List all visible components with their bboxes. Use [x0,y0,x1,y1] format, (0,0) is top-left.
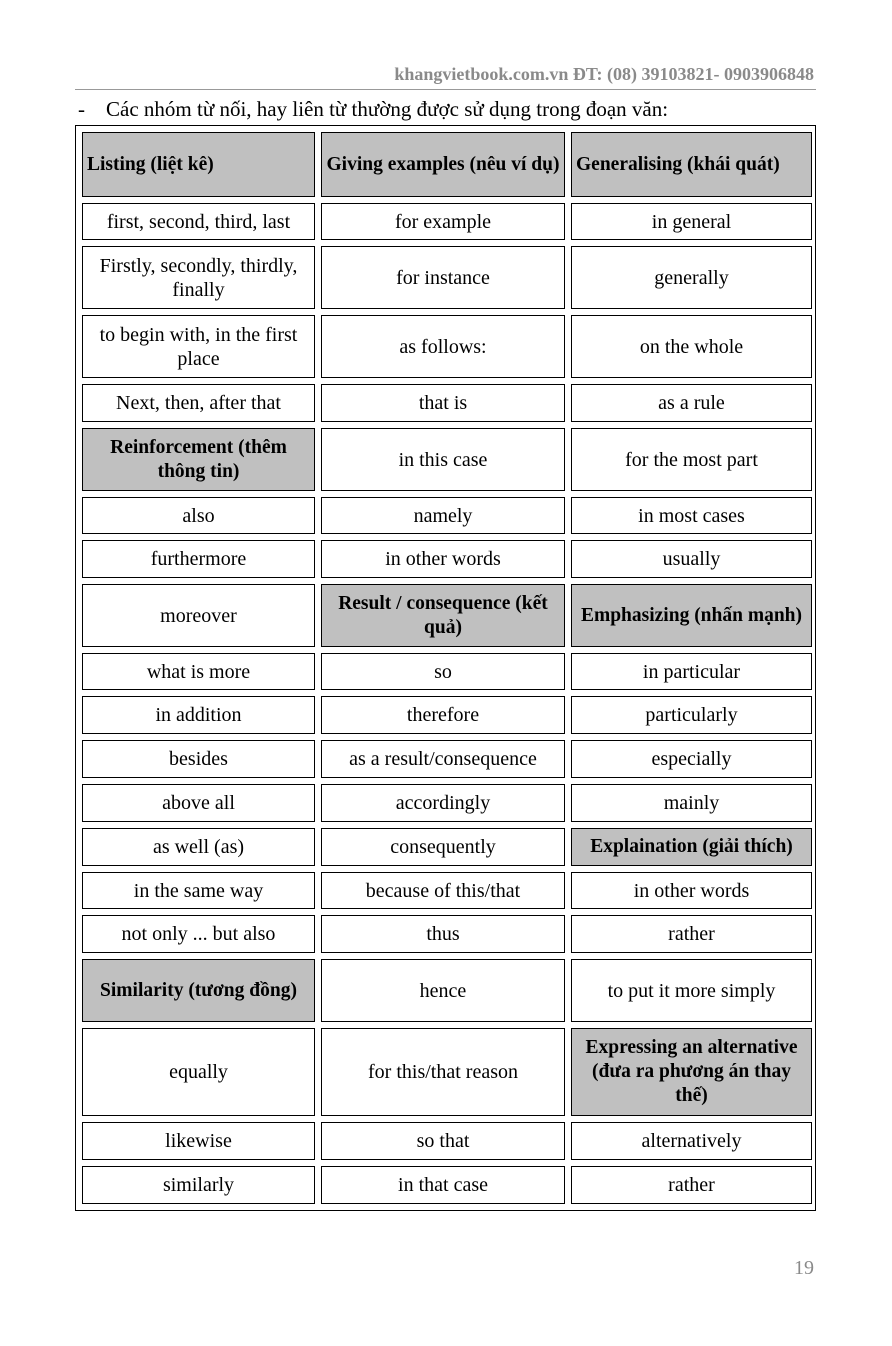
table-cell: in particular [571,653,812,690]
table-row [82,384,812,422]
table-cell: especially [571,740,812,778]
table-row [82,203,812,240]
intro-text: Các nhóm từ nối, hay liên từ thường được sử dụng trong đoạn văn: [106,97,669,121]
table-cell: rather [571,1166,812,1204]
category-header-cell: Emphasizing (nhấn mạnh) [571,584,812,647]
table-row [82,428,812,491]
table-cell: to put it more simply [571,959,812,1022]
table-cell: usually [571,540,812,578]
table-cell: not only ... but also [82,915,315,953]
table-cell: so [321,653,565,690]
table-cell: particularly [571,696,812,734]
category-header-cell: Explaination (giải thích) [571,828,812,866]
table-cell: mainly [571,784,812,822]
connectors-table [76,126,818,1210]
table-cell: likewise [82,1122,315,1160]
table-cell: also [82,497,315,534]
table-cell: in this case [321,428,565,491]
table-row [82,540,812,578]
table-cell: thus [321,915,565,953]
connectors-table-frame [75,125,816,1211]
table-row [82,784,812,822]
table-row [82,497,812,534]
table-cell: in other words [321,540,565,578]
table-cell: as well (as) [82,828,315,866]
table-cell: as follows: [321,315,565,378]
header-rule [75,89,816,90]
intro-line [78,97,668,122]
page-header: khangvietbook.com.vn ĐT: (08) 39103821- 0903906848 [394,64,814,84]
table-row [82,1122,812,1160]
table-row [82,696,812,734]
table-cell: moreover [82,584,315,647]
table-row [82,653,812,690]
table-cell: in general [571,203,812,240]
table-cell: therefore [321,696,565,734]
table-cell: for instance [321,246,565,309]
table-cell: consequently [321,828,565,866]
table-row [82,584,812,647]
table-cell: in that case [321,1166,565,1204]
table-cell: in most cases [571,497,812,534]
table-cell: in addition [82,696,315,734]
table-cell: accordingly [321,784,565,822]
table-cell: rather [571,915,812,953]
table-cell: in other words [571,872,812,909]
table-cell: above all [82,784,315,822]
table-cell: that is [321,384,565,422]
category-header-cell: Similarity (tương đồng) [82,959,315,1022]
table-cell: furthermore [82,540,315,578]
table-cell: so that [321,1122,565,1160]
category-header-cell: Result / consequence (kết quả) [321,584,565,647]
table-cell: generally [571,246,812,309]
table-row [82,315,812,378]
table-cell: hence [321,959,565,1022]
category-header-cell: Reinforcement (thêm thông tin) [82,428,315,491]
category-header-cell: Listing (liệt kê) [82,132,315,197]
table-cell: Firstly, secondly, thirdly, finally [82,246,315,309]
table-row [82,132,812,197]
table-cell: in the same way [82,872,315,909]
table-row [82,959,812,1022]
table-cell: similarly [82,1166,315,1204]
table-cell: because of this/that [321,872,565,909]
table-cell: equally [82,1028,315,1116]
table-row [82,1028,812,1116]
table-row [82,1166,812,1204]
table-row [82,246,812,309]
bullet-dash: - [78,97,85,121]
table-cell: for the most part [571,428,812,491]
table-cell: alternatively [571,1122,812,1160]
table-row [82,828,812,866]
category-header-cell: Generalising (khái quát) [571,132,812,197]
table-cell: Next, then, after that [82,384,315,422]
table-row [82,740,812,778]
table-cell: to begin with, in the first place [82,315,315,378]
category-header-cell: Giving examples (nêu ví dụ) [321,132,565,197]
table-cell: on the whole [571,315,812,378]
table-row [82,872,812,909]
category-header-cell: Expressing an alternative (đưa ra phương án thay thế) [571,1028,812,1116]
table-cell: for this/that reason [321,1028,565,1116]
page-number: 19 [794,1257,814,1279]
table-cell: besides [82,740,315,778]
table-cell: as a result/consequence [321,740,565,778]
table-cell: for example [321,203,565,240]
table-row [82,915,812,953]
table-cell: as a rule [571,384,812,422]
table-cell: what is more [82,653,315,690]
table-cell: namely [321,497,565,534]
table-cell: first, second, third, last [82,203,315,240]
